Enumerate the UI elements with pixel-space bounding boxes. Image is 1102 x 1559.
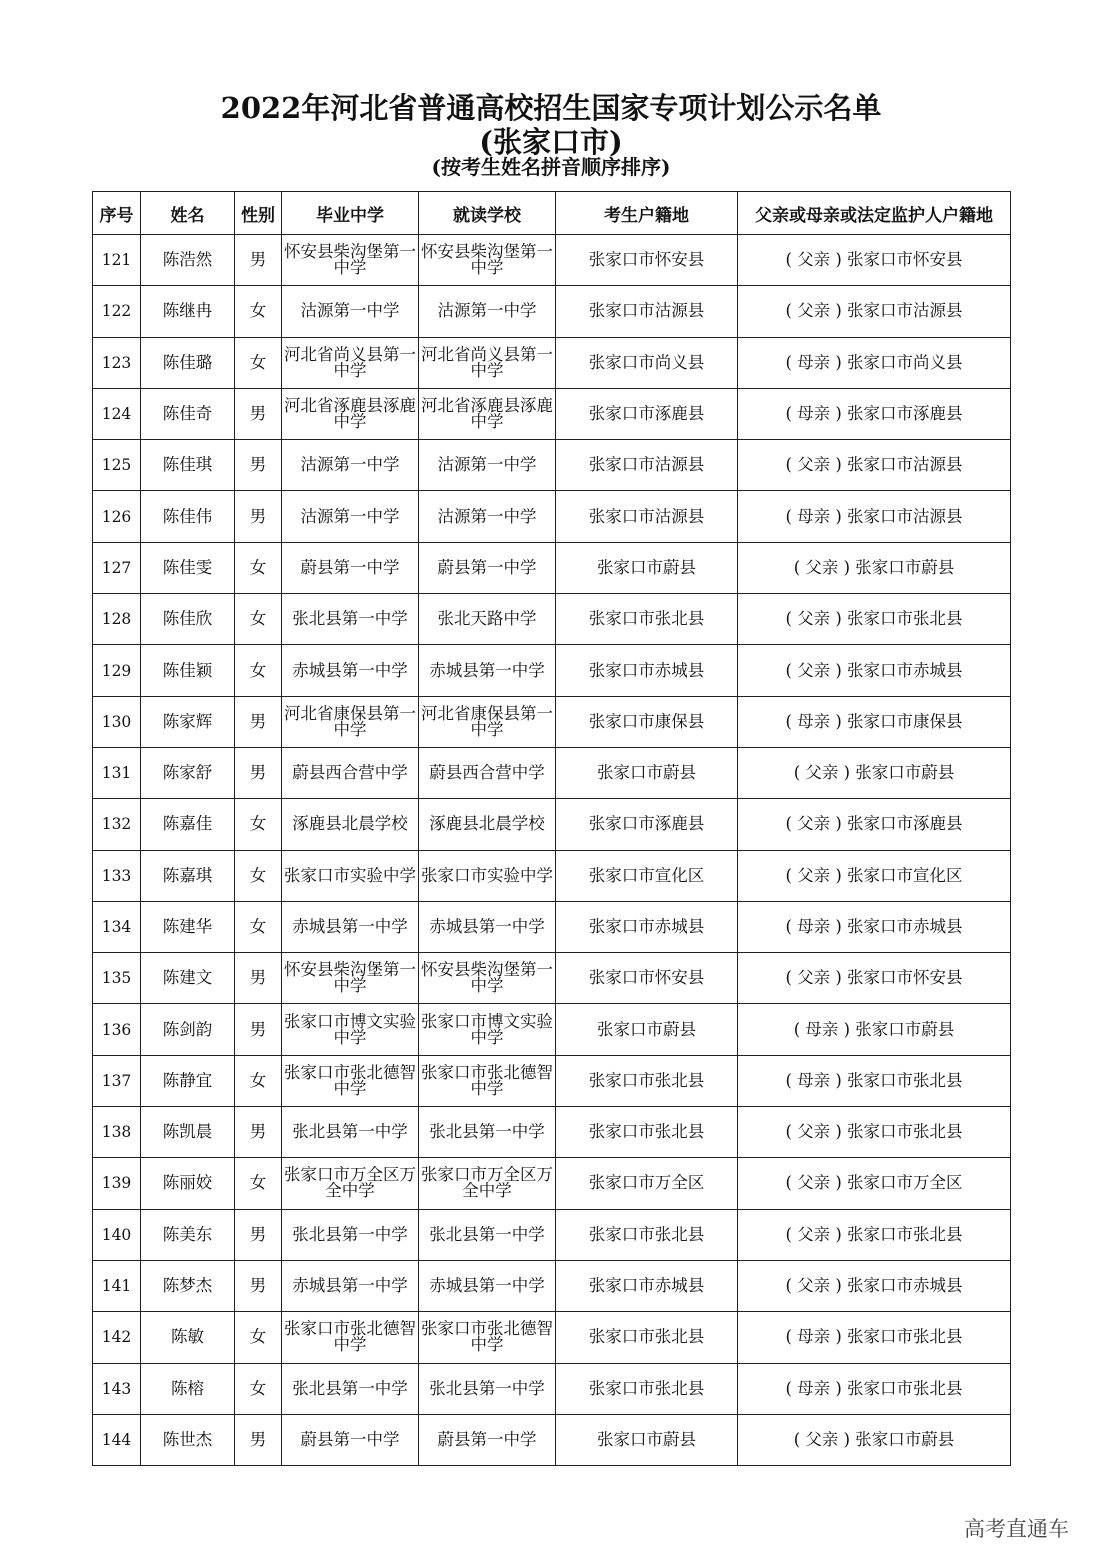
current-school-cell: 张家口市博文实验中学 — [419, 1004, 556, 1055]
guardian-registration-cell: ( 母亲 ) 张家口市康保县 — [738, 696, 1011, 747]
current-school-cell: 张北县第一中学 — [419, 1107, 556, 1158]
current-school-cell: 张家口市万全区万全中学 — [419, 1158, 556, 1209]
gender-cell: 女 — [235, 901, 282, 952]
current-school-cell: 怀安县柴沟堡第一中学 — [419, 235, 556, 286]
graduated-school-cell: 河北省涿鹿县涿鹿中学 — [282, 388, 419, 439]
guardian-registration-cell: ( 母亲 ) 张家口市尚义县 — [738, 337, 1011, 388]
guardian-registration-cell: ( 母亲 ) 张家口市蔚县 — [738, 1004, 1011, 1055]
seq-cell: 121 — [93, 235, 141, 286]
name-cell: 陈世杰 — [141, 1414, 235, 1465]
name-cell: 陈佳欣 — [141, 594, 235, 645]
guardian-registration-cell: ( 父亲 ) 张家口市怀安县 — [738, 953, 1011, 1004]
current-school-cell: 涿鹿县北晨学校 — [419, 799, 556, 850]
gender-cell: 女 — [235, 850, 282, 901]
gender-cell: 男 — [235, 491, 282, 542]
current-school-cell: 沽源第一中学 — [419, 491, 556, 542]
column-header-name: 姓名 — [141, 192, 235, 235]
seq-cell: 127 — [93, 542, 141, 593]
name-cell: 陈丽姣 — [141, 1158, 235, 1209]
table-row — [93, 1312, 1011, 1363]
household-registration-cell: 张家口市涿鹿县 — [556, 799, 738, 850]
current-school-cell: 沽源第一中学 — [419, 440, 556, 491]
seq-cell: 125 — [93, 440, 141, 491]
gender-cell: 男 — [235, 440, 282, 491]
household-registration-cell: 张家口市张北县 — [556, 1107, 738, 1158]
guardian-registration-cell: ( 母亲 ) 张家口市沽源县 — [738, 491, 1011, 542]
name-cell: 陈家辉 — [141, 696, 235, 747]
seq-cell: 133 — [93, 850, 141, 901]
graduated-school-cell: 赤城县第一中学 — [282, 645, 419, 696]
household-registration-cell: 张家口市蔚县 — [556, 542, 738, 593]
name-cell: 陈佳伟 — [141, 491, 235, 542]
name-cell: 陈榕 — [141, 1363, 235, 1414]
current-school-cell: 沽源第一中学 — [419, 286, 556, 337]
seq-cell: 131 — [93, 747, 141, 798]
current-school-cell: 张家口市张北德智中学 — [419, 1055, 556, 1106]
graduated-school-cell: 沽源第一中学 — [282, 286, 419, 337]
seq-cell: 126 — [93, 491, 141, 542]
graduated-school-cell: 张北县第一中学 — [282, 1209, 419, 1260]
column-header-gender: 性别 — [235, 192, 282, 235]
gender-cell: 女 — [235, 337, 282, 388]
current-school-cell: 河北省康保县第一中学 — [419, 696, 556, 747]
graduated-school-cell: 沽源第一中学 — [282, 491, 419, 542]
column-header-guardian-registration: 父亲或母亲或法定监护人户籍地 — [738, 192, 1011, 235]
graduated-school-cell: 赤城县第一中学 — [282, 901, 419, 952]
seq-cell: 123 — [93, 337, 141, 388]
gender-cell: 女 — [235, 1158, 282, 1209]
table-row — [93, 337, 1011, 388]
table-row — [93, 1260, 1011, 1311]
table-row — [93, 1055, 1011, 1106]
guardian-registration-cell: ( 母亲 ) 张家口市张北县 — [738, 1055, 1011, 1106]
graduated-school-cell: 赤城县第一中学 — [282, 1260, 419, 1311]
graduated-school-cell: 张北县第一中学 — [282, 1363, 419, 1414]
household-registration-cell: 张家口市张北县 — [556, 594, 738, 645]
column-header-seq: 序号 — [93, 192, 141, 235]
gender-cell: 女 — [235, 1312, 282, 1363]
gender-cell: 男 — [235, 1004, 282, 1055]
gender-cell: 男 — [235, 1107, 282, 1158]
current-school-cell: 怀安县柴沟堡第一中学 — [419, 953, 556, 1004]
column-header-graduated-school: 毕业中学 — [282, 192, 419, 235]
table-row — [93, 388, 1011, 439]
household-registration-cell: 张家口市张北县 — [556, 1312, 738, 1363]
seq-cell: 135 — [93, 953, 141, 1004]
table-row — [93, 953, 1011, 1004]
guardian-registration-cell: ( 父亲 ) 张家口市宣化区 — [738, 850, 1011, 901]
gender-cell: 男 — [235, 747, 282, 798]
seq-cell: 141 — [93, 1260, 141, 1311]
current-school-cell: 张北天路中学 — [419, 594, 556, 645]
gender-cell: 女 — [235, 645, 282, 696]
gender-cell: 男 — [235, 1414, 282, 1465]
household-registration-cell: 张家口市尚义县 — [556, 337, 738, 388]
graduated-school-cell: 张家口市张北德智中学 — [282, 1055, 419, 1106]
graduated-school-cell: 沽源第一中学 — [282, 440, 419, 491]
graduated-school-cell: 蔚县第一中学 — [282, 542, 419, 593]
household-registration-cell: 张家口市蔚县 — [556, 747, 738, 798]
name-cell: 陈浩然 — [141, 235, 235, 286]
name-cell: 陈佳颖 — [141, 645, 235, 696]
name-cell: 陈剑韵 — [141, 1004, 235, 1055]
seq-cell: 136 — [93, 1004, 141, 1055]
household-registration-cell: 张家口市蔚县 — [556, 1004, 738, 1055]
gender-cell: 男 — [235, 388, 282, 439]
guardian-registration-cell: ( 父亲 ) 张家口市赤城县 — [738, 1260, 1011, 1311]
table-row — [93, 850, 1011, 901]
gender-cell: 男 — [235, 1260, 282, 1311]
table-row — [93, 901, 1011, 952]
current-school-cell: 河北省涿鹿县涿鹿中学 — [419, 388, 556, 439]
name-cell: 陈建华 — [141, 901, 235, 952]
guardian-registration-cell: ( 父亲 ) 张家口市张北县 — [738, 1107, 1011, 1158]
guardian-registration-cell: ( 父亲 ) 张家口市涿鹿县 — [738, 799, 1011, 850]
table-row — [93, 1107, 1011, 1158]
household-registration-cell: 张家口市康保县 — [556, 696, 738, 747]
current-school-cell: 蔚县西合营中学 — [419, 747, 556, 798]
guardian-registration-cell: ( 母亲 ) 张家口市张北县 — [738, 1363, 1011, 1414]
seq-cell: 143 — [93, 1363, 141, 1414]
guardian-registration-cell: ( 父亲 ) 张家口市沽源县 — [738, 286, 1011, 337]
seq-cell: 128 — [93, 594, 141, 645]
gender-cell: 女 — [235, 594, 282, 645]
name-cell: 陈嘉琪 — [141, 850, 235, 901]
table-row — [93, 594, 1011, 645]
graduated-school-cell: 怀安县柴沟堡第一中学 — [282, 953, 419, 1004]
current-school-cell: 赤城县第一中学 — [419, 901, 556, 952]
graduated-school-cell: 张北县第一中学 — [282, 1107, 419, 1158]
name-cell: 陈静宜 — [141, 1055, 235, 1106]
guardian-registration-cell: ( 父亲 ) 张家口市蔚县 — [738, 747, 1011, 798]
graduated-school-cell: 怀安县柴沟堡第一中学 — [282, 235, 419, 286]
column-header-household-registration: 考生户籍地 — [556, 192, 738, 235]
seq-cell: 138 — [93, 1107, 141, 1158]
seq-cell: 134 — [93, 901, 141, 952]
gender-cell: 男 — [235, 235, 282, 286]
seq-cell: 122 — [93, 286, 141, 337]
table-row — [93, 1158, 1011, 1209]
graduated-school-cell: 蔚县西合营中学 — [282, 747, 419, 798]
graduated-school-cell: 张家口市实验中学 — [282, 850, 419, 901]
table-row — [93, 491, 1011, 542]
current-school-cell: 赤城县第一中学 — [419, 1260, 556, 1311]
household-registration-cell: 张家口市涿鹿县 — [556, 388, 738, 439]
graduated-school-cell: 张家口市万全区万全中学 — [282, 1158, 419, 1209]
current-school-cell: 张家口市张北德智中学 — [419, 1312, 556, 1363]
name-cell: 陈梦杰 — [141, 1260, 235, 1311]
current-school-cell: 张家口市实验中学 — [419, 850, 556, 901]
seq-cell: 142 — [93, 1312, 141, 1363]
household-registration-cell: 张家口市宣化区 — [556, 850, 738, 901]
name-cell: 陈嘉佳 — [141, 799, 235, 850]
household-registration-cell: 张家口市张北县 — [556, 1363, 738, 1414]
guardian-registration-cell: ( 父亲 ) 张家口市蔚县 — [738, 542, 1011, 593]
name-cell: 陈佳璐 — [141, 337, 235, 388]
household-registration-cell: 张家口市赤城县 — [556, 901, 738, 952]
table-row — [93, 542, 1011, 593]
graduated-school-cell: 张家口市博文实验中学 — [282, 1004, 419, 1055]
table-header-row — [93, 192, 1011, 235]
graduated-school-cell: 涿鹿县北晨学校 — [282, 799, 419, 850]
guardian-registration-cell: ( 父亲 ) 张家口市沽源县 — [738, 440, 1011, 491]
seq-cell: 124 — [93, 388, 141, 439]
household-registration-cell: 张家口市怀安县 — [556, 235, 738, 286]
guardian-registration-cell: ( 母亲 ) 张家口市张北县 — [738, 1312, 1011, 1363]
household-registration-cell: 张家口市沽源县 — [556, 286, 738, 337]
table-row — [93, 1414, 1011, 1465]
name-cell: 陈敏 — [141, 1312, 235, 1363]
table-row — [93, 440, 1011, 491]
table-row — [93, 1209, 1011, 1260]
current-school-cell: 河北省尚义县第一中学 — [419, 337, 556, 388]
current-school-cell: 蔚县第一中学 — [419, 1414, 556, 1465]
guardian-registration-cell: ( 父亲 ) 张家口市张北县 — [738, 1209, 1011, 1260]
watermark: 高考直通车 — [964, 1517, 1069, 1541]
table-row — [93, 696, 1011, 747]
name-cell: 陈佳琪 — [141, 440, 235, 491]
guardian-registration-cell: ( 父亲 ) 张家口市怀安县 — [738, 235, 1011, 286]
seq-cell: 137 — [93, 1055, 141, 1106]
page-subtitle-sort-note: (按考生姓名拼音顺序排序) — [431, 155, 671, 179]
table-row — [93, 747, 1011, 798]
table-row — [93, 1363, 1011, 1414]
gender-cell: 男 — [235, 1209, 282, 1260]
household-registration-cell: 张家口市万全区 — [556, 1158, 738, 1209]
name-cell: 陈家舒 — [141, 747, 235, 798]
seq-cell: 139 — [93, 1158, 141, 1209]
page-title: 2022年河北省普通高校招生国家专项计划公示名单 — [220, 91, 882, 125]
seq-cell: 140 — [93, 1209, 141, 1260]
household-registration-cell: 张家口市沽源县 — [556, 440, 738, 491]
current-school-cell: 张北县第一中学 — [419, 1363, 556, 1414]
name-cell: 陈凯晨 — [141, 1107, 235, 1158]
seq-cell: 130 — [93, 696, 141, 747]
guardian-registration-cell: ( 父亲 ) 张家口市万全区 — [738, 1158, 1011, 1209]
name-cell: 陈佳奇 — [141, 388, 235, 439]
graduated-school-cell: 河北省康保县第一中学 — [282, 696, 419, 747]
graduated-school-cell: 张家口市张北德智中学 — [282, 1312, 419, 1363]
graduated-school-cell: 蔚县第一中学 — [282, 1414, 419, 1465]
household-registration-cell: 张家口市蔚县 — [556, 1414, 738, 1465]
guardian-registration-cell: ( 父亲 ) 张家口市张北县 — [738, 594, 1011, 645]
gender-cell: 男 — [235, 696, 282, 747]
guardian-registration-cell: ( 母亲 ) 张家口市赤城县 — [738, 901, 1011, 952]
table-row — [93, 235, 1011, 286]
table-row — [93, 286, 1011, 337]
roster-table — [92, 191, 1011, 1466]
name-cell: 陈继冉 — [141, 286, 235, 337]
seq-cell: 144 — [93, 1414, 141, 1465]
gender-cell: 女 — [235, 286, 282, 337]
table-row — [93, 799, 1011, 850]
current-school-cell: 蔚县第一中学 — [419, 542, 556, 593]
guardian-registration-cell: ( 父亲 ) 张家口市蔚县 — [738, 1414, 1011, 1465]
guardian-registration-cell: ( 父亲 ) 张家口市赤城县 — [738, 645, 1011, 696]
current-school-cell: 张北县第一中学 — [419, 1209, 556, 1260]
household-registration-cell: 张家口市赤城县 — [556, 1260, 738, 1311]
household-registration-cell: 张家口市张北县 — [556, 1209, 738, 1260]
graduated-school-cell: 张北县第一中学 — [282, 594, 419, 645]
table-row — [93, 645, 1011, 696]
column-header-current-school: 就读学校 — [419, 192, 556, 235]
name-cell: 陈建文 — [141, 953, 235, 1004]
gender-cell: 女 — [235, 1055, 282, 1106]
seq-cell: 129 — [93, 645, 141, 696]
household-registration-cell: 张家口市怀安县 — [556, 953, 738, 1004]
household-registration-cell: 张家口市沽源县 — [556, 491, 738, 542]
current-school-cell: 赤城县第一中学 — [419, 645, 556, 696]
graduated-school-cell: 河北省尚义县第一中学 — [282, 337, 419, 388]
household-registration-cell: 张家口市赤城县 — [556, 645, 738, 696]
name-cell: 陈佳雯 — [141, 542, 235, 593]
seq-cell: 132 — [93, 799, 141, 850]
guardian-registration-cell: ( 母亲 ) 张家口市涿鹿县 — [738, 388, 1011, 439]
household-registration-cell: 张家口市张北县 — [556, 1055, 738, 1106]
gender-cell: 男 — [235, 953, 282, 1004]
name-cell: 陈美东 — [141, 1209, 235, 1260]
page-subtitle-city: (张家口市) — [479, 125, 623, 159]
table-row — [93, 1004, 1011, 1055]
gender-cell: 女 — [235, 542, 282, 593]
gender-cell: 女 — [235, 1363, 282, 1414]
gender-cell: 女 — [235, 799, 282, 850]
